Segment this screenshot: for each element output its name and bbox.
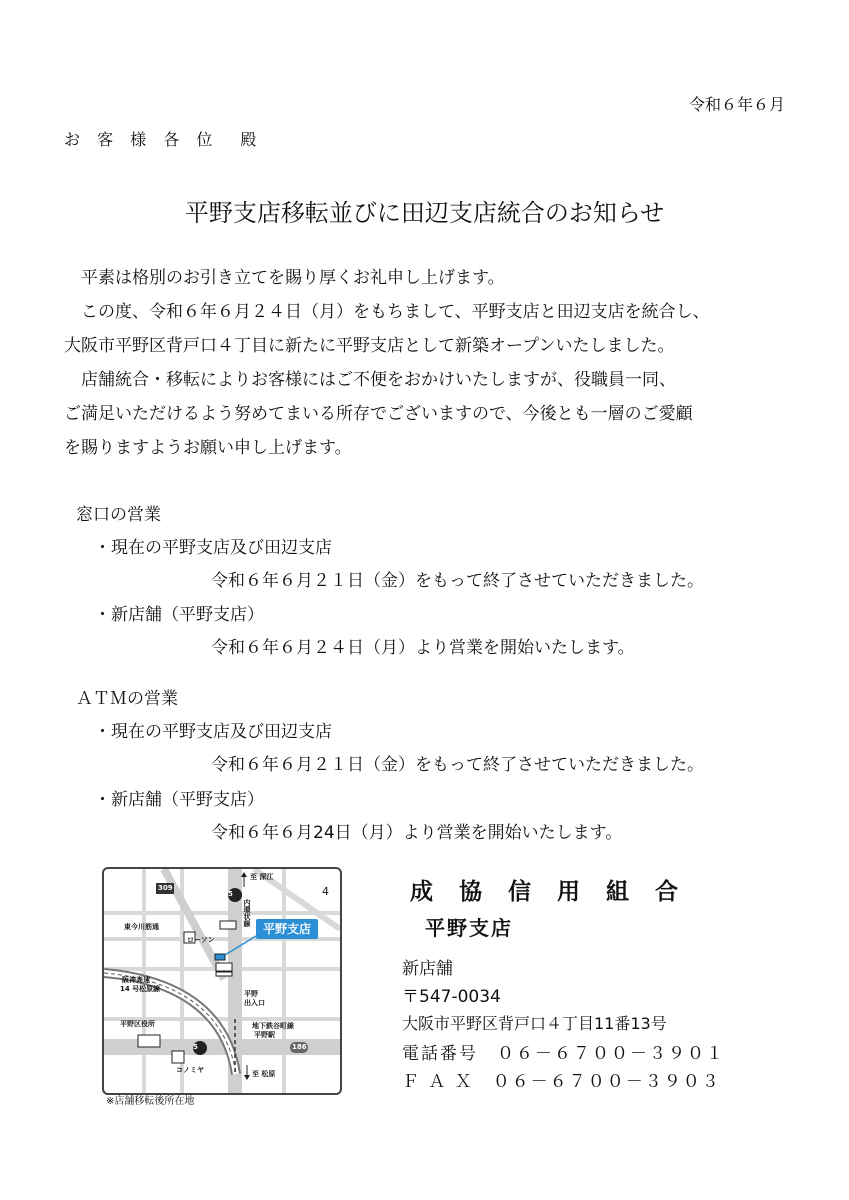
atm-item-current: ・現在の平野支店及び田辺支店 [94, 722, 332, 742]
postal-code: 〒547-0034 [402, 987, 501, 1007]
salutation: お 客 様 各 位 殿 [64, 130, 263, 149]
route-309-label: 309 [158, 884, 173, 892]
route-5-top-label: 5 [228, 890, 233, 898]
hirano-exit-label-2: 出入口 [244, 999, 265, 1007]
body-line: 大阪市平野区背戸口４丁目に新たに平野支店として新築オープンいたしました。 [64, 336, 675, 356]
atm-item-current-detail: 令和６年６月２１日（金）をもって終了させていただきました。 [211, 755, 704, 775]
map-caption: ※店舗移転後所在地 [106, 1096, 195, 1107]
hanshin-label: 阪神高速 [122, 976, 150, 984]
street-label: 東今川筋通 [124, 923, 159, 931]
address: 大阪市平野区背戸口４丁目11番13号 [402, 1014, 667, 1033]
branch-name: 平野支店 [425, 916, 513, 940]
window-item-new-detail: 令和６年６月２４日（月）より営業を開始いたします。 [211, 638, 635, 658]
location-map [102, 867, 342, 1095]
route-5-bottom-label: 5 [193, 1043, 198, 1051]
window-item-current-detail: 令和６年６月２１日（金）をもって終了させていただきました。 [211, 571, 704, 591]
atm-heading: ＡＴＭの営業 [76, 689, 178, 709]
route-186-label: 186 [292, 1043, 307, 1051]
hanshin-line-label: 14 号松原線 [120, 985, 161, 993]
body-line: を賜りますようお願い申し上げます。 [64, 438, 352, 458]
body-line: 店舗統合・移転によりお客様にはご不便をおかけいたしますが、役職員一同、 [64, 370, 676, 390]
body-line: 平素は格別のお引き立てを賜り厚くお礼申し上げます。 [64, 268, 505, 288]
fax-number: Ｆ Ａ Ｘ ０６－６７００－３９０３ [402, 1072, 721, 1092]
atm-item-new: ・新店舗（平野支店） [94, 790, 264, 810]
document-date: 令和６年６月 [688, 95, 785, 114]
uchikanjo-label: 内環状線 [243, 899, 251, 927]
to-north-label: 至 深江 [250, 873, 274, 881]
lawson-label: ローソン [187, 936, 215, 944]
to-south-label: 至 松原 [252, 1070, 276, 1078]
window-item-current: ・現在の平野支店及び田辺支店 [94, 538, 332, 558]
atm-item-new-detail: 令和６年６月24日（月）より営業を開始いたします。 [211, 823, 623, 843]
subway-station-label: 平野駅 [254, 1031, 275, 1039]
window-item-new: ・新店舗（平野支店） [94, 605, 264, 625]
ward-office-label: 平野区役所 [120, 1020, 155, 1028]
window-heading: 窓口の営業 [76, 505, 161, 525]
company-name: 成 協 信 用 組 合 [410, 879, 688, 905]
subway-label: 地下鉄谷町線 [252, 1022, 294, 1030]
body-line: ご満足いただけるよう努めてまいる所存でございますので、今後とも一層のご愛顧 [64, 404, 693, 424]
phone-number: 電話番号 ０６－６７００－３９０１ [402, 1044, 725, 1064]
map-branch-tag: 平野支店 [256, 919, 318, 939]
body-line: この度、令和６年６月２４日（月）をもちまして、平野支店と田辺支店を統合し、 [64, 302, 710, 322]
page-title: 平野支店移転並びに田辺支店統合のお知らせ [184, 199, 665, 227]
grid-marker: 4 [322, 885, 329, 898]
konomiya-label: コノミヤ [176, 1066, 204, 1074]
hirano-exit-label: 平野 [244, 990, 258, 998]
new-store-label: 新店舗 [402, 959, 453, 979]
